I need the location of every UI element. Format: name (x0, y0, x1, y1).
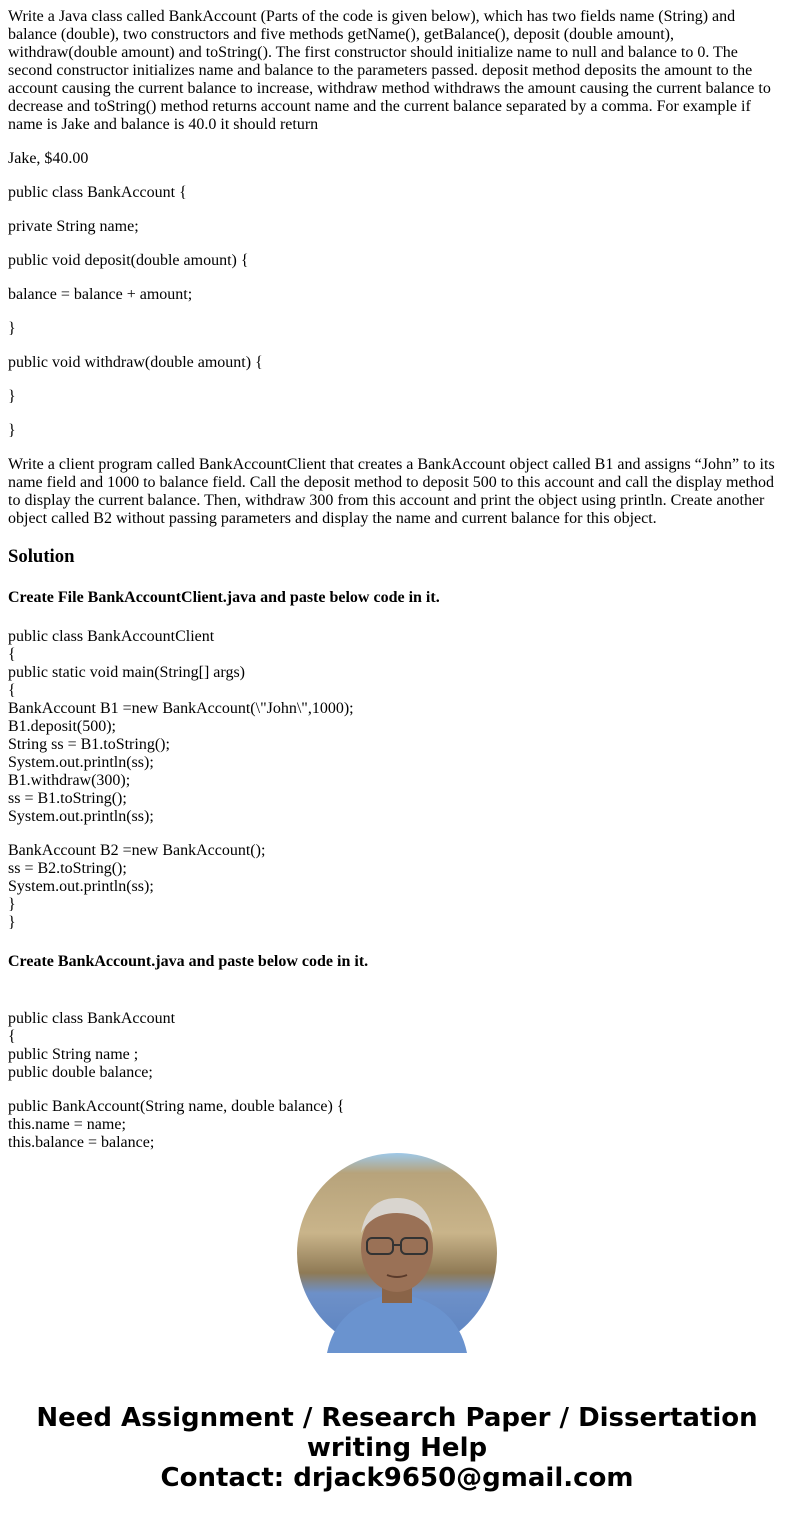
code-line: } (8, 896, 16, 913)
code-line: { (8, 1028, 16, 1045)
code-line: String ss = B1.toString(); (8, 736, 170, 753)
code-line: BankAccount B2 =new BankAccount(); (8, 842, 266, 859)
footer-contact: Contact: drjack9650@gmail.com (160, 1463, 634, 1493)
code-block (8, 992, 786, 1082)
code-block (8, 842, 786, 932)
client-task: Write a client program called BankAccountClient that creates a BankAccount object called B1 and assigns “John” to its name field and 1000 to balance field. Call the deposit method to deposit 500 to this account and call the display method to display the current balance. Then, withdraw 300 from this account and print the object using println. Create another object called B2 without passing parameters and display the name and current balance for this object. (8, 456, 775, 527)
code-line: { (8, 646, 16, 663)
example-output: Jake, $40.00 (8, 150, 89, 167)
code-line: public class BankAccount (8, 1010, 176, 1027)
document-content (8, 0, 786, 1151)
step2-heading: Create BankAccount.java and paste below code in it. (8, 953, 369, 970)
code-line: System.out.println(ss); (8, 808, 154, 825)
code-line: this.name = name; (8, 1116, 126, 1133)
code-line: B1.withdraw(300); (8, 772, 131, 789)
person-photo-icon (297, 1153, 497, 1353)
author-avatar (297, 1153, 497, 1353)
given-code-line: } (8, 320, 16, 337)
given-code-line: } (8, 422, 16, 439)
code-line: this.balance = balance; (8, 1134, 155, 1151)
given-code-line: public void deposit(double amount) { (8, 252, 249, 269)
code-line: BankAccount B1 =new BankAccount(\"John\",1000); (8, 700, 354, 717)
code-line: ss = B2.toString(); (8, 860, 127, 877)
code-line (8, 992, 786, 1010)
code-line: public double balance; (8, 1064, 153, 1081)
code-block (8, 628, 786, 826)
code-line: public class BankAccountClient (8, 628, 215, 645)
given-code-line: public void withdraw(double amount) { (8, 354, 263, 371)
code-line: public String name ; (8, 1046, 139, 1063)
code-line: public BankAccount(String name, double balance) { (8, 1098, 345, 1115)
given-code (8, 184, 786, 440)
given-code-line: } (8, 388, 16, 405)
footer-help-text: Need Assignment / Research Paper / Dissertation writing Help (36, 1403, 758, 1463)
code-line: public static void main(String[] args) (8, 664, 245, 681)
footer-banner (0, 1403, 794, 1493)
code-block (8, 1098, 786, 1152)
code-line: System.out.println(ss); (8, 878, 154, 895)
code-line: ss = B1.toString(); (8, 790, 127, 807)
step1-heading: Create File BankAccountClient.java and paste below code in it. (8, 589, 440, 606)
given-code-line: private String name; (8, 218, 139, 235)
code-line: { (8, 682, 16, 699)
given-code-line: balance = balance + amount; (8, 286, 193, 303)
given-code-line: public class BankAccount { (8, 184, 187, 201)
solution-heading: Solution (8, 546, 75, 567)
code-line: System.out.println(ss); (8, 754, 154, 771)
code-line: } (8, 914, 16, 931)
question-intro: Write a Java class called BankAccount (Parts of the code is given below), which has two fields name (String) and balance (double), two constructors and five methods getName(), getBalance(), deposit (double amount), withdraw(double amount) and toString(). The first constructor should initialize name to null and balance to 0. The second constructor initializes name and balance to the parameters passed. deposit method deposits the amount to the account causing the current balance to increase, withdraw method withdraws the amount causing the current balance to decrease and toString() method returns account name and the current balance separated by a comma. For example if name is Jake and balance is 40.0 it should return (8, 8, 771, 133)
code-line: B1.deposit(500); (8, 718, 116, 735)
